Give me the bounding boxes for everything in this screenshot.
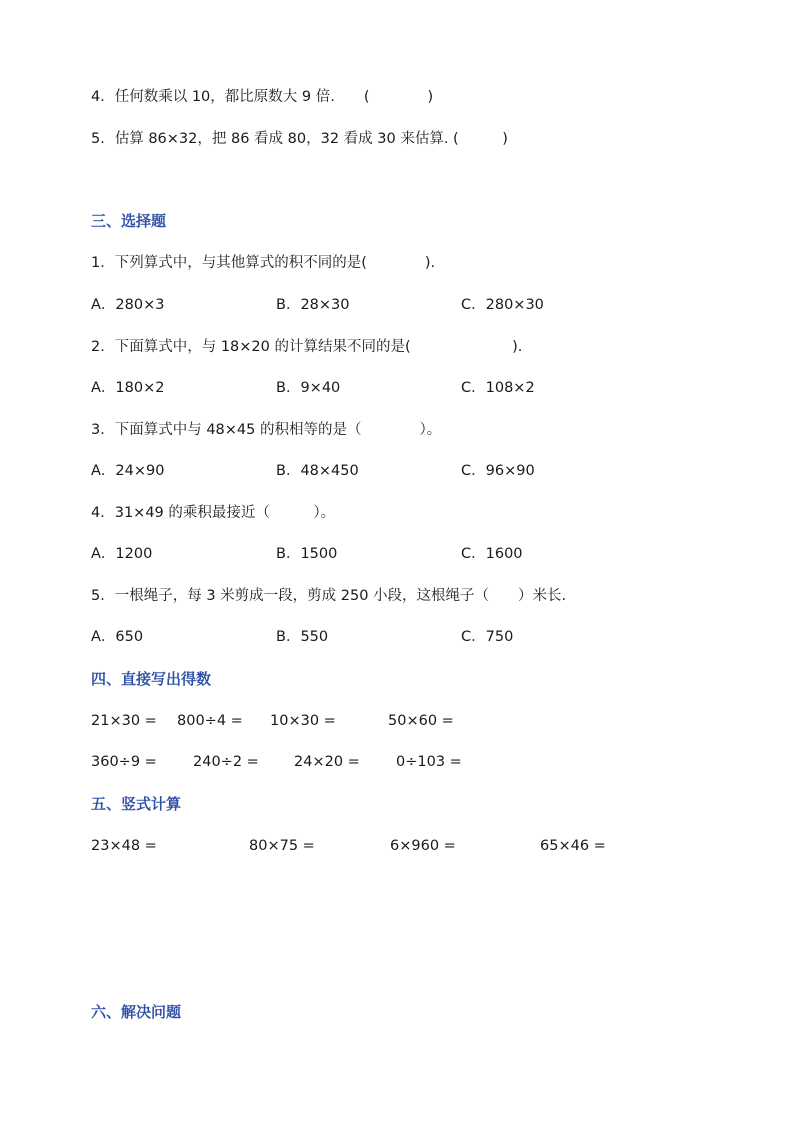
section-heading-vertical-calculation: 五、竖式计算 (91, 795, 182, 813)
vertical-calculation-expression: 65×46 = (540, 838, 606, 854)
section-heading-direct-answers: 四、直接写出得数 (91, 670, 212, 688)
choice-2-option-a: A．180×2 (91, 380, 165, 396)
choice-4-option-c: C．1600 (461, 546, 523, 562)
direct-answer-expression: 10×30 = (270, 713, 336, 729)
direct-answer-expression: 21×30 = (91, 713, 157, 729)
choice-5-option-a: A．650 (91, 629, 144, 645)
choice-4-option-a: A．1200 (91, 546, 153, 562)
direct-answer-expression: 24×20 = (294, 754, 360, 770)
choice-question-5: 5．一根绳子，每 3 米剪成一段，剪成 250 小段，这根绳子（ ）米长. (91, 588, 567, 604)
section-heading-choice: 三、选择题 (91, 212, 167, 230)
choice-3-option-a: A．24×90 (91, 463, 165, 479)
choice-3-option-b: B．48×450 (276, 463, 359, 479)
choice-1-option-b: B．28×30 (276, 297, 350, 313)
direct-answer-expression: 0÷103 = (396, 754, 462, 770)
judgement-question-5: 5．估算 86×32，把 86 看成 80，32 看成 30 来估算. ( ) (91, 131, 508, 147)
choice-1-option-c: C．280×30 (461, 297, 544, 313)
direct-answer-expression: 360÷9 = (91, 754, 157, 770)
choice-question-3: 3．下面算式中与 48×45 的积相等的是（ ）。 (91, 422, 442, 438)
choice-4-option-b: B．1500 (276, 546, 338, 562)
choice-3-option-c: C．96×90 (461, 463, 535, 479)
choice-question-4: 4．31×49 的乘积最接近（ ）。 (91, 505, 336, 521)
direct-answer-expression: 240÷2 = (193, 754, 259, 770)
vertical-calculation-expression: 80×75 = (249, 838, 315, 854)
choice-question-1: 1．下列算式中，与其他算式的积不同的是( ). (91, 255, 436, 271)
choice-2-option-b: B．9×40 (276, 380, 341, 396)
direct-answer-expression: 800÷4 = (177, 713, 243, 729)
vertical-calculation-expression: 6×960 = (390, 838, 456, 854)
section-heading-problem-solving: 六、解决问题 (91, 1003, 182, 1021)
choice-1-option-a: A．280×3 (91, 297, 165, 313)
direct-answer-expression: 50×60 = (388, 713, 454, 729)
choice-5-option-c: C．750 (461, 629, 514, 645)
choice-2-option-c: C．108×2 (461, 380, 535, 396)
vertical-calculation-expression: 23×48 = (91, 838, 157, 854)
judgement-question-4: 4．任何数乘以 10，都比原数大 9 倍. ( ) (91, 89, 434, 105)
choice-question-2: 2．下面算式中，与 18×20 的计算结果不同的是( ). (91, 339, 523, 355)
choice-5-option-b: B．550 (276, 629, 329, 645)
